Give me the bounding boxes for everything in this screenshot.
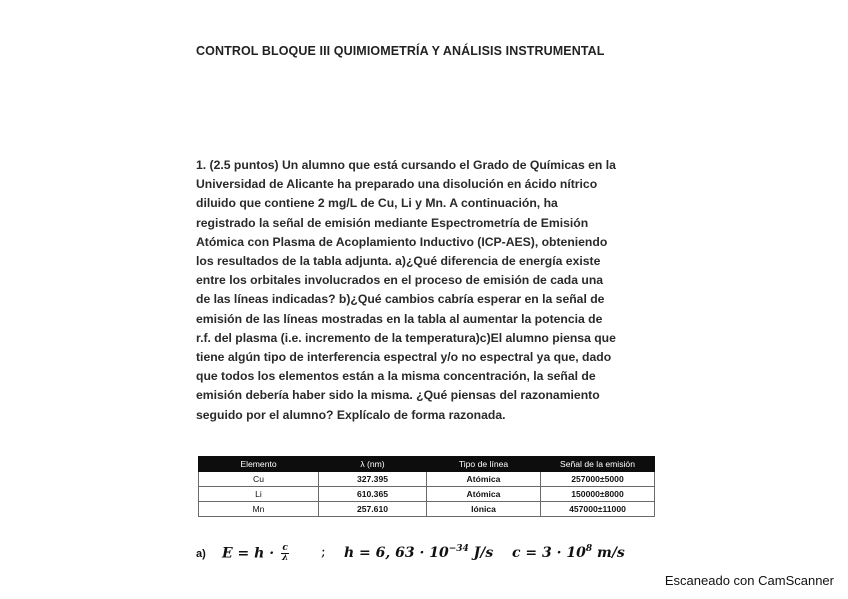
- formula-separator: ;: [321, 544, 326, 560]
- formula-line: [196, 540, 656, 570]
- cell-wavelength: 257.610: [319, 502, 427, 517]
- light-speed-unit: m/s: [592, 545, 625, 561]
- light-speed-value: c = 3 · 10: [512, 545, 586, 561]
- energy-equation: [222, 544, 289, 563]
- question-line: 1. (2.5 puntos) Un alumno que está cursando el Grado de Químicas en la: [196, 158, 616, 172]
- question-line: diluido que contiene 2 mg/L de Cu, Li y Mn. A continuación, ha: [196, 196, 558, 211]
- header-wavelength: λ (nm): [319, 457, 427, 472]
- cell-signal: 257000±5000: [541, 472, 655, 487]
- question-line: registrado la señal de emisión mediante Espectrometría de Emisión: [196, 215, 589, 230]
- formula-label: a): [196, 548, 206, 560]
- fraction-denominator: λ: [281, 553, 289, 563]
- table-row: [199, 502, 655, 517]
- cell-line-type: Iónica: [427, 502, 541, 517]
- cell-wavelength: 610.365: [319, 487, 427, 502]
- cell-element: Mn: [199, 502, 319, 517]
- planck-equation: [344, 544, 493, 561]
- question-line: que todos los elementos están a la misma concentración, la señal de: [196, 369, 596, 384]
- question-line: entre los orbitales involucrados en el proceso de emisión de cada una: [196, 273, 604, 288]
- table-row: [199, 487, 655, 502]
- cell-signal: 457000±11000: [541, 502, 655, 517]
- question-line: los resultados de la tabla adjunta. a)¿Qué diferencia de energía existe: [196, 254, 601, 269]
- planck-unit: J/s: [468, 545, 494, 561]
- planck-exponent: −34: [448, 544, 469, 554]
- camscanner-watermark: Escaneado con CamScanner: [664, 573, 834, 588]
- cell-line-type: Atómica: [427, 472, 541, 487]
- question-line: Universidad de Alicante ha preparado una disolución en ácido nítrico: [196, 177, 598, 192]
- fraction-numerator: c: [282, 543, 288, 553]
- header-line-type: Tipo de línea: [427, 457, 541, 472]
- document-title: CONTROL BLOQUE III QUIMIOMETRÍA Y ANÁLISIS INSTRUMENTAL: [196, 44, 605, 58]
- light-speed-exponent: 8: [585, 544, 593, 554]
- table-row: [199, 472, 655, 487]
- light-speed-equation: [512, 544, 625, 561]
- c-over-lambda-fraction: [281, 544, 289, 563]
- question-line: r.f. del plasma (i.e. incremento de la temperatura)c)El alumno piensa que: [196, 330, 616, 345]
- results-table: [198, 456, 655, 517]
- cell-element: Li: [199, 487, 319, 502]
- question-line: emisión debería haber sido la misma. ¿Qué piensas del razonamiento: [196, 388, 600, 403]
- energy-lhs: E = h ·: [222, 545, 275, 562]
- cell-wavelength: 327.395: [319, 472, 427, 487]
- question-line: tiene algún tipo de interferencia espectral y/o no espectral ya que, dado: [196, 350, 612, 365]
- header-emission-signal: Señal de la emisión: [541, 457, 655, 472]
- planck-value: h = 6, 63 · 10: [344, 545, 449, 561]
- table-header-row: [199, 457, 655, 472]
- question-line: seguido por el alumno? Explícalo de forma razonada.: [196, 407, 506, 422]
- question-text: [196, 156, 666, 425]
- cell-element: Cu: [199, 472, 319, 487]
- cell-signal: 150000±8000: [541, 487, 655, 502]
- header-elemento: Elemento: [199, 457, 319, 472]
- question-line: Atómica con Plasma de Acoplamiento Inductivo (ICP-AES), obteniendo: [196, 234, 608, 249]
- question-line: de las líneas indicadas? b)¿Qué cambios cabría esperar en la señal de: [196, 292, 605, 307]
- question-line: emisión de las líneas mostradas en la tabla al aumentar la potencia de: [196, 311, 603, 326]
- cell-line-type: Atómica: [427, 487, 541, 502]
